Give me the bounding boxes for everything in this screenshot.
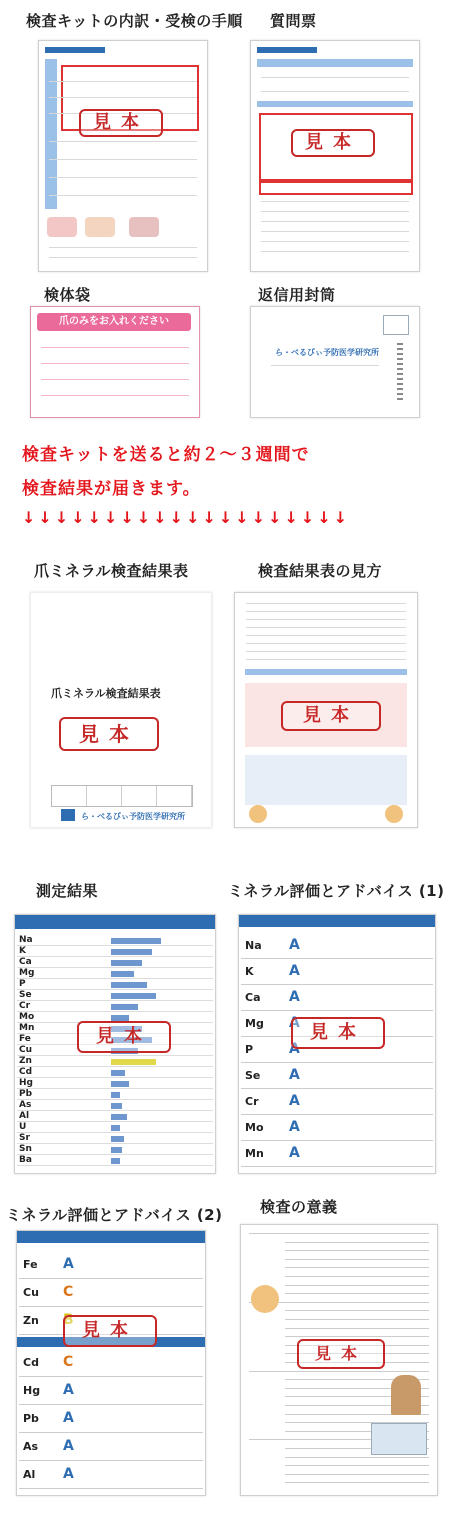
caption-how-to-read: 検査結果表の見方: [258, 562, 383, 580]
measurement-symbol: Cd: [19, 1067, 33, 1077]
caption-questionnaire: 質問票: [270, 12, 317, 30]
advice-2-symbol: Al: [23, 1468, 36, 1481]
caption-meaning: 検査の意義: [260, 1198, 338, 1216]
measurement-symbol: Ba: [19, 1155, 32, 1165]
measurement-symbol: Sn: [19, 1144, 32, 1154]
measurement-bar: [111, 1081, 129, 1087]
sample-stamp: 見本: [291, 1017, 385, 1049]
advice-1-symbol: K: [245, 965, 254, 978]
advice-1-symbol: Se: [245, 1069, 261, 1082]
advice-2-symbol: Fe: [23, 1258, 38, 1271]
notice-line-1: 検査キットを送ると約２～３週間で: [22, 445, 310, 465]
measurement-bar: [111, 938, 161, 944]
measurement-symbol: Mn: [19, 1023, 35, 1033]
sample-bag-thumbnail: [30, 306, 200, 418]
measurement-symbol: Mg: [19, 968, 35, 978]
measurement-symbol: Pb: [19, 1089, 33, 1099]
measurement-symbol: Ca: [19, 957, 32, 967]
advice-2-symbol: Cu: [23, 1286, 39, 1299]
caption-return-envelope: 返信用封筒: [258, 286, 336, 304]
measurement-symbol: Hg: [19, 1078, 33, 1088]
advice-1-grade: A: [289, 1093, 300, 1109]
result-table-thumbnail: [30, 592, 212, 828]
measurement-symbol: Sr: [19, 1133, 30, 1143]
sample-stamp: 見本: [59, 717, 159, 751]
advice-2-symbol: Cd: [23, 1356, 39, 1369]
advice-2-grade: A: [63, 1410, 74, 1426]
sample-bag-label: 爪のみをお入れください: [37, 313, 191, 331]
measurement-symbol: Cu: [19, 1045, 33, 1055]
down-arrows: ↓↓↓↓↓↓↓↓↓↓↓↓↓↓↓↓↓↓↓↓: [22, 508, 351, 527]
measurement-bar: [111, 982, 147, 988]
advice-2-grade: C: [63, 1284, 74, 1300]
advice-1-grade: A: [289, 989, 300, 1005]
sample-stamp: 見本: [291, 129, 375, 157]
measurement-thumbnail: [14, 914, 216, 1174]
envelope-org-name: ら・べるびぃ予防医学研究所: [275, 348, 379, 357]
sample-stamp: 見本: [63, 1315, 157, 1347]
measurement-bar: [111, 1158, 120, 1164]
sample-stamp: 見本: [297, 1339, 385, 1369]
measurement-bar: [111, 1059, 156, 1065]
notice-line-2: 検査結果が届きます。: [22, 479, 201, 499]
measurement-bar: [111, 1070, 125, 1076]
advice-2-symbol: As: [23, 1440, 39, 1453]
advice-1-symbol: Ca: [245, 991, 261, 1004]
sample-stamp: 見本: [77, 1021, 171, 1053]
measurement-symbol: As: [19, 1100, 32, 1110]
measurement-symbol: P: [19, 979, 26, 989]
caption-kit-contents: 検査キットの内訳・受検の手順: [26, 12, 243, 30]
advice-1-thumbnail: [238, 914, 436, 1174]
kit-contents-thumbnail: [38, 40, 208, 272]
caption-result-table: 爪ミネラル検査結果表: [34, 562, 189, 580]
measurement-bar: [111, 1103, 122, 1109]
advice-2-symbol: Hg: [23, 1384, 41, 1397]
measurement-symbol: Fe: [19, 1034, 31, 1044]
return-envelope-thumbnail: [250, 306, 420, 418]
advice-2-grade: A: [63, 1466, 74, 1482]
result-table-org: ら・べるびぃ予防医学研究所: [81, 812, 185, 821]
advice-1-grade: A: [289, 937, 300, 953]
caption-measurement: 測定結果: [36, 882, 99, 900]
advice-1-grade: A: [289, 1119, 300, 1135]
advice-2-thumbnail: [16, 1230, 206, 1496]
sample-stamp: 見本: [79, 109, 163, 137]
measurement-symbol: Zn: [19, 1056, 32, 1066]
measurement-bar: [111, 1092, 120, 1098]
sample-stamp: 見本: [281, 701, 381, 731]
advice-1-grade: A: [289, 1041, 300, 1057]
measurement-symbol: Mo: [19, 1012, 35, 1022]
caption-advice-2: ミネラル評価とアドバイス (2): [6, 1206, 223, 1224]
measurement-bar: [111, 1004, 138, 1010]
advice-2-grade: A: [63, 1438, 74, 1454]
advice-1-grade: A: [289, 1067, 300, 1083]
measurement-bar: [111, 1136, 124, 1142]
measurement-symbol: Se: [19, 990, 32, 1000]
how-to-read-thumbnail: [234, 592, 418, 828]
advice-1-grade: A: [289, 963, 300, 979]
measurement-symbol: Cr: [19, 1001, 31, 1011]
questionnaire-thumbnail: [250, 40, 420, 272]
advice-2-symbol: Pb: [23, 1412, 39, 1425]
advice-1-symbol: Cr: [245, 1095, 259, 1108]
measurement-bar: [111, 960, 142, 966]
advice-1-grade: A: [289, 1015, 300, 1031]
measurement-bar: [111, 971, 134, 977]
advice-2-symbol: Zn: [23, 1314, 39, 1327]
advice-2-grade: B: [63, 1312, 74, 1328]
advice-1-symbol: Na: [245, 939, 262, 952]
measurement-symbol: Na: [19, 935, 33, 945]
advice-1-symbol: P: [245, 1043, 254, 1056]
measurement-symbol: U: [19, 1122, 27, 1132]
caption-sample-bag: 検体袋: [44, 286, 91, 304]
measurement-bar: [111, 949, 152, 955]
measurement-bar: [111, 1114, 127, 1120]
advice-2-grade: C: [63, 1354, 74, 1370]
advice-1-symbol: Mo: [245, 1121, 264, 1134]
measurement-bar: [111, 1125, 120, 1131]
measurement-symbol: Al: [19, 1111, 30, 1121]
meaning-thumbnail: [240, 1224, 438, 1496]
measurement-bar: [111, 1147, 122, 1153]
advice-1-symbol: Mg: [245, 1017, 264, 1030]
advice-1-symbol: Mn: [245, 1147, 264, 1160]
measurement-bar: [111, 993, 156, 999]
caption-advice-1: ミネラル評価とアドバイス (1): [228, 882, 445, 900]
result-table-title: 爪ミネラル検査結果表: [51, 687, 161, 700]
advice-2-grade: A: [63, 1382, 74, 1398]
advice-1-grade: A: [289, 1145, 300, 1161]
advice-2-grade: A: [63, 1256, 74, 1272]
measurement-symbol: K: [19, 946, 26, 956]
